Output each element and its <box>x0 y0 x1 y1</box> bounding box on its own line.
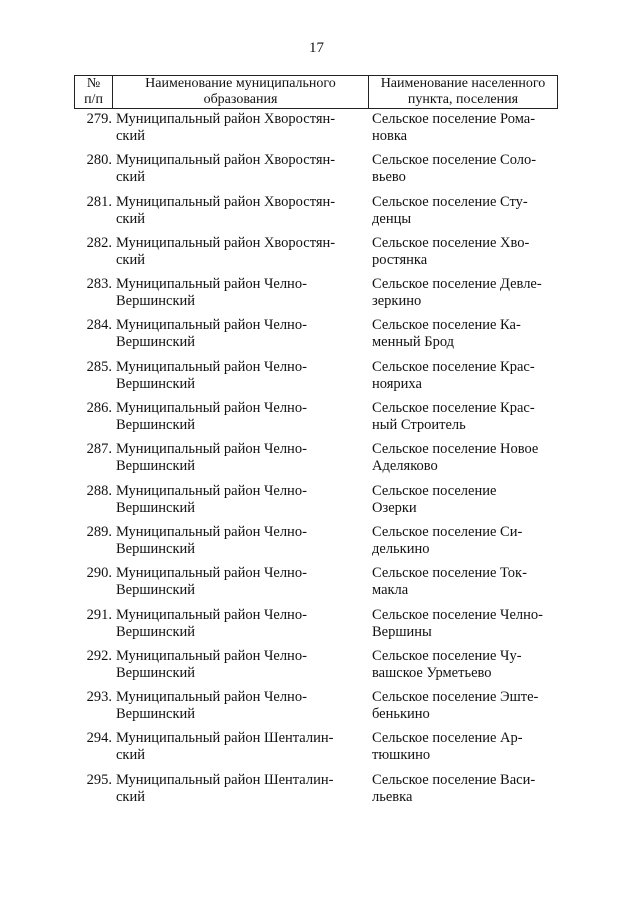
municipality-cell <box>116 276 361 310</box>
municipality-line: Муниципальный район Шенталин- <box>116 730 334 747</box>
municipality-cell <box>116 607 361 641</box>
page-number: 17 <box>309 40 324 56</box>
settlement-cell <box>372 648 572 682</box>
row-number: 288. <box>86 482 112 499</box>
settlement-line: макла <box>372 582 409 599</box>
municipality-line: Муниципальный район Хворостян- <box>116 193 336 210</box>
municipality-line: ский <box>116 251 145 268</box>
municipality-cell <box>116 483 361 517</box>
header-settlement-column <box>369 76 557 108</box>
settlement-line: Сельское поселение Чу- <box>372 647 522 664</box>
table-header <box>74 75 558 109</box>
municipality-line: ский <box>116 169 145 186</box>
municipality-line: Вершинский <box>116 706 196 723</box>
settlement-line: Сельское поселение Девле- <box>372 276 542 293</box>
settlement-cell <box>372 400 572 434</box>
municipality-cell <box>116 441 361 475</box>
municipality-line: Муниципальный район Челно- <box>116 523 307 540</box>
settlement-line: Сельское поселение <box>372 482 497 499</box>
table-body <box>74 111 574 813</box>
settlement-line: Вершины <box>372 623 432 640</box>
header-settlement-line: Наименование населенного <box>380 76 546 91</box>
municipality-line: Вершинский <box>116 582 196 599</box>
municipality-line: Вершинский <box>116 458 196 475</box>
row-number: 293. <box>86 689 112 706</box>
settlement-cell <box>372 565 572 599</box>
settlement-line: Сельское поселение Челно- <box>372 606 543 623</box>
municipality-cell <box>116 524 361 558</box>
settlement-line: тюшкино <box>372 747 431 764</box>
header-municipality-line: Наименование муниципального <box>145 76 336 91</box>
settlement-line: Озерки <box>372 499 417 516</box>
municipality-line: Вершинский <box>116 375 196 392</box>
municipality-line: Муниципальный район Хворостян- <box>116 152 336 169</box>
header-number-line: п/п <box>84 92 103 107</box>
table-row <box>74 483 574 524</box>
municipality-cell <box>116 400 361 434</box>
municipality-line: ский <box>116 747 145 764</box>
settlement-line: новка <box>372 128 408 144</box>
table-row <box>74 400 574 441</box>
settlement-line: Сельское поселение Ар- <box>372 730 523 747</box>
municipality-cell <box>116 359 361 393</box>
municipality-line: Муниципальный район Челно- <box>116 482 307 499</box>
settlement-line: льевка <box>372 788 413 805</box>
settlement-cell <box>372 524 572 558</box>
table-row <box>74 689 574 730</box>
header-settlement-line: пункта, поселения <box>407 92 519 107</box>
settlement-line: менный Брод <box>372 334 455 351</box>
municipality-line: Муниципальный район Шенталин- <box>116 771 334 788</box>
settlement-line: Сельское поселение Крас- <box>372 358 535 375</box>
row-number: 282. <box>86 234 112 251</box>
municipality-cell <box>116 235 361 269</box>
settlement-line: денцы <box>372 210 412 227</box>
municipality-line: Вершинский <box>116 293 196 310</box>
settlement-line: вьево <box>372 169 406 186</box>
municipality-line: Муниципальный район Хворостян- <box>116 111 336 127</box>
municipality-cell <box>116 317 361 351</box>
settlement-line: Аделяково <box>372 458 438 475</box>
municipality-line: ский <box>116 788 145 805</box>
table-row <box>74 111 574 152</box>
settlement-line: Сельское поселение Соло- <box>372 152 537 169</box>
row-number: 281. <box>86 193 112 210</box>
municipality-line: Муниципальный район Челно- <box>116 317 307 334</box>
row-number: 289. <box>86 523 112 540</box>
settlement-line: Сельское поселение Сту- <box>372 193 528 210</box>
table-row <box>74 607 574 648</box>
row-number: 287. <box>86 441 112 458</box>
municipality-cell <box>116 648 361 682</box>
row-number: 290. <box>86 565 112 582</box>
row-number: 295. <box>86 771 112 788</box>
municipality-line: Муниципальный район Челно- <box>116 441 307 458</box>
table-row <box>74 194 574 235</box>
table-row <box>74 276 574 317</box>
table-row <box>74 235 574 276</box>
settlement-cell <box>372 772 572 806</box>
municipality-line: Муниципальный район Челно- <box>116 358 307 375</box>
settlement-cell <box>372 730 572 764</box>
settlement-line: ный Строитель <box>372 417 466 434</box>
municipality-line: Вершинский <box>116 499 196 516</box>
settlement-cell <box>372 359 572 393</box>
row-number: 283. <box>86 276 112 293</box>
settlement-line: нояриха <box>372 375 422 392</box>
table-row <box>74 524 574 565</box>
settlement-line: Сельское поселение Ток- <box>372 565 527 582</box>
municipality-cell <box>116 565 361 599</box>
settlement-cell <box>372 317 572 351</box>
row-number: 286. <box>86 400 112 417</box>
settlement-cell <box>372 689 572 723</box>
settlement-line: Сельское поселение Новое <box>372 441 539 458</box>
settlement-line: Сельское поселение Ка- <box>372 317 521 334</box>
row-number: 280. <box>86 152 112 169</box>
settlement-line: вашское Урметьево <box>372 664 492 681</box>
settlement-cell <box>372 235 572 269</box>
header-municipality-column <box>113 76 369 108</box>
settlement-line: бенькино <box>372 706 430 723</box>
settlement-line: Сельское поселение Крас- <box>372 400 535 417</box>
settlement-cell <box>372 607 572 641</box>
municipality-cell <box>116 772 361 806</box>
table-row <box>74 441 574 482</box>
table-row <box>74 730 574 771</box>
settlement-line: Сельское поселение Рома- <box>372 111 536 127</box>
settlement-line: ростянка <box>372 251 428 268</box>
row-number: 291. <box>86 606 112 623</box>
settlement-line: Сельское поселение Хво- <box>372 234 530 251</box>
settlement-line: зеркино <box>372 293 422 310</box>
municipality-cell <box>116 730 361 764</box>
table-row <box>74 772 574 813</box>
municipality-line: Муниципальный район Челно- <box>116 647 307 664</box>
row-number: 284. <box>86 317 112 334</box>
settlement-cell <box>372 194 572 228</box>
municipality-cell <box>116 194 361 228</box>
municipality-line: Муниципальный район Челно- <box>116 400 307 417</box>
municipality-line: Вершинский <box>116 334 196 351</box>
municipality-line: Муниципальный район Хворостян- <box>116 234 336 251</box>
municipality-line: ский <box>116 210 145 227</box>
row-number: 279. <box>86 111 112 127</box>
municipality-line: ский <box>116 128 145 144</box>
settlement-line: Сельское поселение Эште- <box>372 689 539 706</box>
row-number: 292. <box>86 647 112 664</box>
settlement-line: делькино <box>372 540 430 557</box>
municipality-cell <box>116 111 361 145</box>
municipality-line: Муниципальный район Челно- <box>116 606 307 623</box>
municipality-line: Вершинский <box>116 540 196 557</box>
municipality-line: Муниципальный район Челно- <box>116 276 307 293</box>
municipality-line: Вершинский <box>116 623 196 640</box>
table-row <box>74 317 574 358</box>
row-number: 285. <box>86 358 112 375</box>
settlement-cell <box>372 152 572 186</box>
municipality-cell <box>116 152 361 186</box>
settlement-cell <box>372 483 572 517</box>
municipality-line: Муниципальный район Челно- <box>116 689 307 706</box>
table-row <box>74 565 574 606</box>
settlement-line: Сельское поселение Васи- <box>372 771 536 788</box>
municipality-cell <box>116 689 361 723</box>
row-number: 294. <box>86 730 112 747</box>
settlement-cell <box>372 441 572 475</box>
settlement-cell <box>372 276 572 310</box>
header-number-line: № <box>86 76 101 91</box>
header-number-column <box>75 76 113 108</box>
settlement-line: Сельское поселение Си- <box>372 523 523 540</box>
table-row <box>74 648 574 689</box>
table-row <box>74 359 574 400</box>
municipality-line: Вершинский <box>116 417 196 434</box>
municipality-line: Муниципальный район Челно- <box>116 565 307 582</box>
municipality-line: Вершинский <box>116 664 196 681</box>
settlement-cell <box>372 111 572 145</box>
header-municipality-line: образования <box>203 92 278 107</box>
table-row <box>74 152 574 193</box>
